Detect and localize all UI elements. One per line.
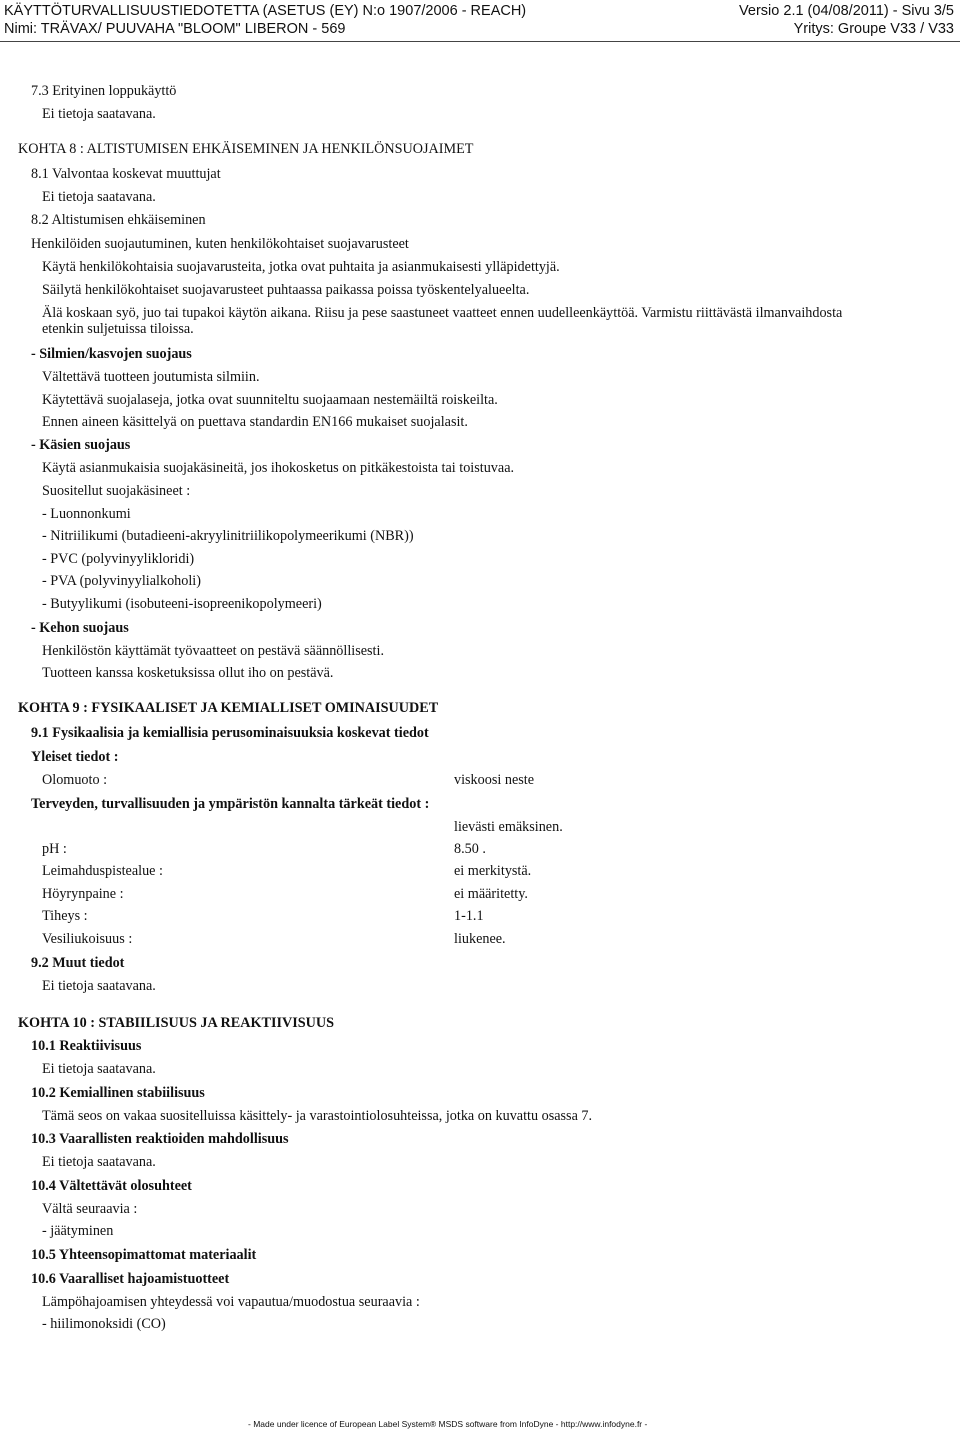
eye-text-2: Käytettävä suojalaseja, jotka ovat suunniteltu suojaamaan nestemäiltä roiskeilta. (42, 392, 498, 408)
section-9-title: KOHTA 9 : FYSIKAALISET JA KEMIALLISET OMINAISUUDET (18, 700, 439, 716)
text-8-2-p1: Käytä henkilökohtaisia suojavarusteita, jotka ovat puhtaita ja asianmukaisesti ylläpidettyjä. (42, 259, 560, 275)
text-10-2: Tämä seos on vakaa suositelluissa käsittely- ja varastointiolosuhteissa, jotka on kuvattu osassa 7. (42, 1108, 593, 1124)
heading-10-1: 10.1 Reaktiivisuus (31, 1038, 142, 1054)
body-text-1: Henkilöstön käyttämät työvaatteet on pestävä säännöllisesti. (42, 643, 384, 659)
property-value-ph: 8.50 . (454, 841, 486, 857)
glove-item: - PVC (polyvinyylikloridi) (42, 551, 195, 567)
text-10-3: Ei tietoja saatavana. (42, 1154, 156, 1170)
heading-10-6: 10.6 Vaaralliset hajoamistuotteet (31, 1271, 230, 1287)
text-10-4a: Vältä seuraavia : (42, 1201, 138, 1217)
text-8-2-p3a: Älä koskaan syö, juo tai tupakoi käytön aikana. Riisu ja pese saastuneet vaatteet ennen uudelleenkäyttöä. Varmistu riittävästä ilmanvaihdosta (42, 305, 843, 321)
text-10-6a: Lämpöhajoamisen yhteydessä voi vapautua/muodostua seuraavia : (42, 1294, 420, 1310)
body-text-2: Tuotteen kanssa kosketuksissa ollut iho on pestävä. (42, 665, 334, 681)
health-value: lievästi emäksinen. (454, 819, 563, 835)
text-8-1: Ei tietoja saatavana. (42, 189, 156, 205)
text-9-2: Ei tietoja saatavana. (42, 978, 156, 994)
property-label-vapour: Höyrynpaine : (42, 886, 124, 902)
section-8-title: KOHTA 8 : ALTISTUMISEN EHKÄISEMINEN JA HENKILÖNSUOJAIMET (18, 141, 474, 157)
document-title: KÄYTTÖTURVALLISUUSTIEDOTETTA (ASETUS (EY) N:o 1907/2006 - REACH) (4, 3, 527, 19)
text-10-6b: - hiilimonoksidi (CO) (42, 1316, 166, 1332)
heading-7-3: 7.3 Erityinen loppukäyttö (31, 83, 177, 99)
heading-8-1: 8.1 Valvontaa koskevat muuttujat (31, 166, 221, 182)
heading-9-1: 9.1 Fysikaalisia ja kemiallisia perusominaisuuksia koskevat tiedot (31, 725, 429, 741)
heading-10-2: 10.2 Kemiallinen stabiilisuus (31, 1085, 205, 1101)
property-value-flash: ei merkitystä. (454, 863, 532, 879)
text-7-3: Ei tietoja saatavana. (42, 106, 156, 122)
property-value-vapour: ei määritetty. (454, 886, 528, 902)
text-8-2-p3b: etenkin suljetuissa tiloissa. (42, 321, 194, 337)
page-header (0, 0, 960, 42)
glove-item: - Nitriilikumi (butadieeni-akryylinitriilikopolymeerikumi (NBR)) (42, 528, 414, 544)
body-protection-heading: - Kehon suojaus (31, 620, 129, 636)
glove-item: - PVA (polyvinyylialkoholi) (42, 573, 201, 589)
company-info: Yritys: Groupe V33 / V33 (793, 21, 954, 37)
subheading-personal-protection: Henkilöiden suojautuminen, kuten henkilökohtaiset suojavarusteet (31, 236, 409, 252)
eye-text-1: Vältettävä tuotteen joutumista silmiin. (42, 369, 260, 385)
property-label-flash: Leimahduspistealue : (42, 863, 163, 879)
hand-text-1: Käytä asianmukaisia suojakäsineitä, jos ihokosketus on pitkäkestoista tai toistuvaa. (42, 460, 515, 476)
product-name: Nimi: TRÄVAX/ PUUVAHA "BLOOM" LIBERON - 569 (4, 21, 346, 37)
page-footer: - Made under licence of European Label System® MSDS software from InfoDyne - http://www.infodyne.fr - (248, 1419, 648, 1429)
state-value: viskoosi neste (454, 772, 534, 788)
header-divider (0, 41, 960, 42)
heading-8-2: 8.2 Altistumisen ehkäiseminen (31, 212, 206, 228)
eye-protection-heading: - Silmien/kasvojen suojaus (31, 346, 192, 362)
property-label-solubility: Vesiliukoisuus : (42, 931, 133, 947)
property-value-density: 1-1.1 (454, 908, 484, 924)
text-8-2-p2: Säilytä henkilökohtaiset suojavarusteet puhtaassa paikassa poissa työskentelyalueelta. (42, 282, 530, 298)
state-label: Olomuoto : (42, 772, 108, 788)
general-info-heading: Yleiset tiedot : (31, 749, 119, 765)
property-label-ph: pH : (42, 841, 67, 857)
eye-text-3: Ennen aineen käsittelyä on puettava standardin EN166 mukaiset suojalasit. (42, 414, 468, 430)
version-info: Versio 2.1 (04/08/2011) - Sivu 3/5 (739, 3, 954, 19)
property-label-density: Tiheys : (42, 908, 88, 924)
hand-protection-heading: - Käsien suojaus (31, 437, 131, 453)
heading-10-3: 10.3 Vaarallisten reaktioiden mahdollisuus (31, 1131, 289, 1147)
health-info-heading: Terveyden, turvallisuuden ja ympäristön kannalta tärkeät tiedot : (31, 796, 430, 812)
glove-item: - Luonnonkumi (42, 506, 131, 522)
heading-10-4: 10.4 Vältettävät olosuhteet (31, 1178, 192, 1194)
section-10-title: KOHTA 10 : STABIILISUUS JA REAKTIIVISUUS (18, 1015, 335, 1031)
heading-9-2: 9.2 Muut tiedot (31, 955, 125, 971)
glove-item: - Butyylikumi (isobuteeni-isopreenikopolymeeri) (42, 596, 322, 612)
heading-10-5: 10.5 Yhteensopimattomat materiaalit (31, 1247, 257, 1263)
property-value-solubility: liukenee. (454, 931, 506, 947)
text-10-1: Ei tietoja saatavana. (42, 1061, 156, 1077)
hand-text-2: Suositellut suojakäsineet : (42, 483, 191, 499)
text-10-4b: - jäätyminen (42, 1223, 114, 1239)
